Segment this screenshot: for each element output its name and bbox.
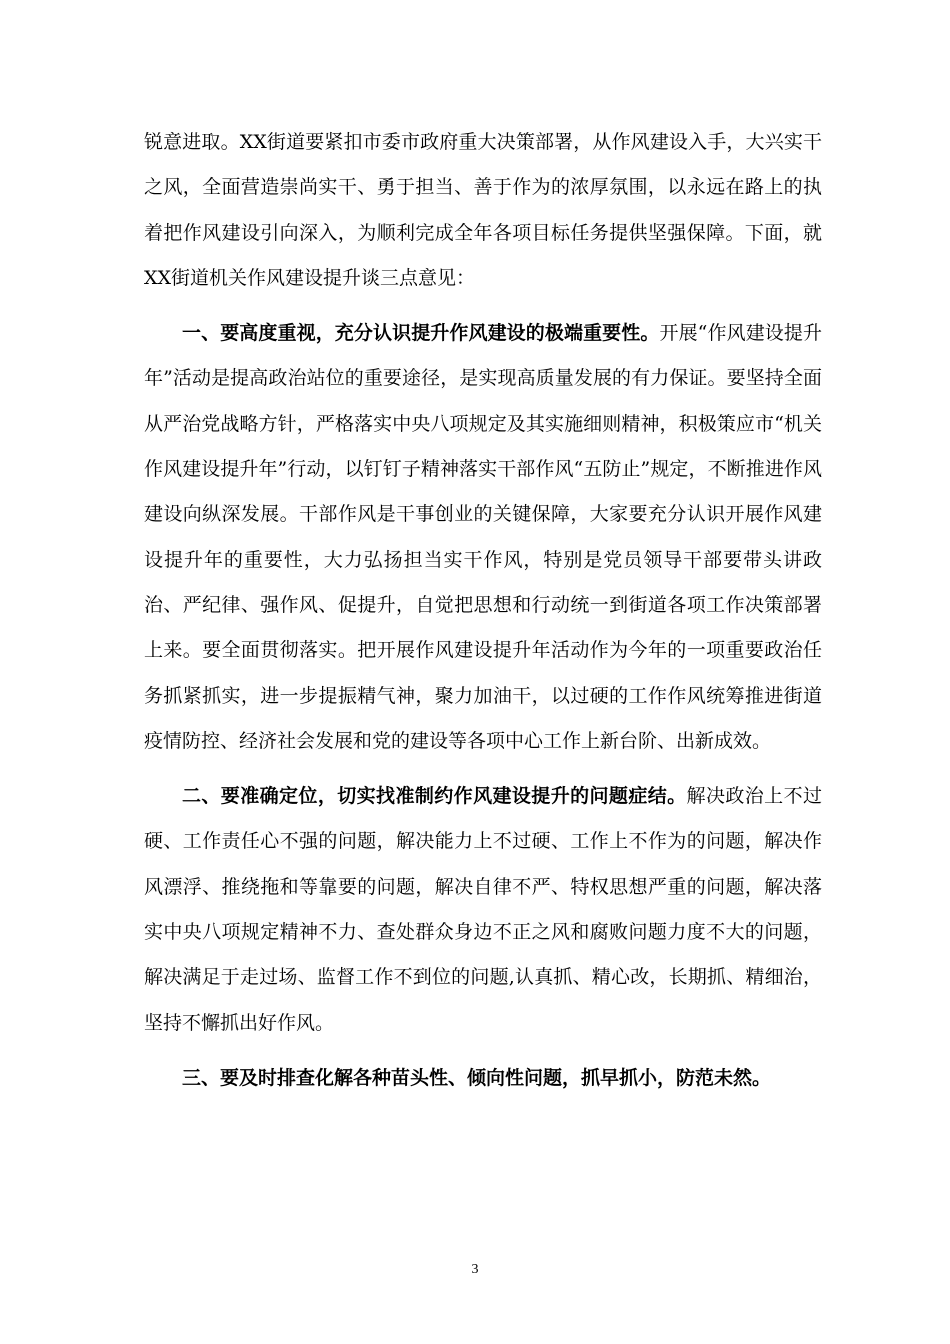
paragraph-point-one xyxy=(144,311,822,764)
paragraph-intro xyxy=(144,120,822,301)
point-two-text: 解决政治上不过硬、工作责任心不强的问题，解决能力上不过硬、工作上不作为的问题，解决作风漂浮、推绕拖和等靠要的问题，解决自律不严、特权思想严重的问题，解决落实中央八项规定精神不力、查处群众身边不正之风和腐败问题力度不大的问题，解决满足于走过场、监督工作不到位的问题,认真抓、精心改，长期抓、精细治，坚持不懈抓出好作风。 xyxy=(144,785,822,1034)
point-one-heading: 一、要高度重视，充分认识提升作风建设的极端重要性。 xyxy=(182,322,660,345)
point-three-heading: 三、要及时排查化解各种苗头性、倾向性问题，抓早抓小，防范未然。 xyxy=(182,1066,772,1089)
document-body xyxy=(144,120,822,1101)
page-number: 3 xyxy=(471,1262,479,1277)
point-one-text: 开展“作风建设提升年”活动是提高政治站位的重要途径，是实现高质量发展的有力保证。要坚持全面从严治党战略方针，严格落实中央八项规定及其实施细则精神，积极策应市“机关作风建设提升年”行动，以钉钉子精神落实干部作风“五防止”规定，不断推进作风建设向纵深发展。干部作风是干事创业的关键保障，大家要充分认识开展作风建设提升年的重要性，大力弘扬担当实干作风，特别是党员领导干部要带头讲政治、严纪律、强作风、促提升，自觉把思想和行动统一到街道各项工作决策部署上来。要全面贯彻落实。把开展作风建设提升年活动作为今年的一项重要政治任务抓紧抓实，进一步提振精气神，聚力加油干，以过硬的工作作风统筹推进街道疫情防控、经济社会发展和党的建设等各项中心工作上新台阶、出新成效。 xyxy=(144,322,822,752)
point-two-heading: 二、要准确定位，切实找准制约作风建设提升的问题症结。 xyxy=(182,785,687,808)
paragraph-point-two xyxy=(144,774,822,1046)
paragraph-intro-text: 锐意进取。XX街道要紧扣市委市政府重大决策部署，从作风建设入手，大兴实干之风，全面营造崇尚实干、勇于担当、善于作为的浓厚氛围，以永远在路上的执着把作风建设引向深入，为顺利完成全年各项目标任务提供坚强保障。下面，就XX街道机关作风建设提升谈三点意见： xyxy=(144,131,822,289)
paragraph-point-three xyxy=(144,1056,822,1101)
